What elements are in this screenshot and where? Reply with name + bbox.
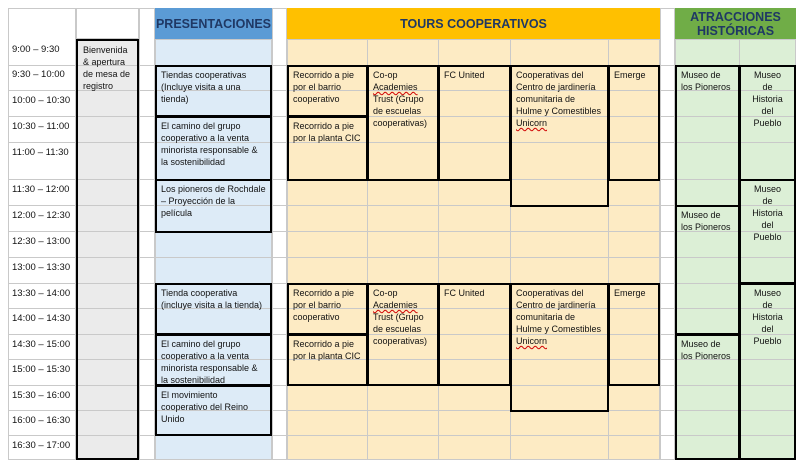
tour-text: FC United <box>444 288 485 298</box>
museo-text: Museo de Historia del Pueblo <box>752 288 783 346</box>
time-label: 10:30 – 11:00 <box>12 121 70 132</box>
tour-text: FC United <box>444 70 485 80</box>
presentacion-text: El movimiento cooperativo del Reino Unido <box>161 390 249 424</box>
time-label: 13:00 – 13:30 <box>12 262 71 273</box>
tour-text: Cooperativas del Centro de jardinería comunitaria de Hulme y Comestibles <box>516 288 602 334</box>
museo-text: Museo de los Pioneros <box>681 70 731 92</box>
time-label: 10:00 – 10:30 <box>12 95 71 106</box>
header-tours: TOURS COOPERATIVOS <box>287 8 660 39</box>
header-atracciones: ATRACCIONES HISTÓRICAS <box>675 8 796 39</box>
museo-text: Museo de los Pioneros <box>681 210 731 232</box>
tour-text: Emerge <box>614 288 646 298</box>
tour-coop-academies-am <box>367 65 439 181</box>
tour-fc-united-am <box>438 65 511 181</box>
tour-text: Unicorn <box>516 336 548 346</box>
time-label: 15:00 – 15:30 <box>12 364 71 375</box>
tour-text: Recorrido a pie por el barrio cooperativo <box>293 70 355 104</box>
tour-text: Cooperativas del Centro de jardinería comunitaria de Hulme y Comestibles <box>516 70 602 116</box>
tour-jardineria-pm <box>510 283 609 412</box>
time-label: 14:30 – 15:00 <box>12 339 71 350</box>
header-presentaciones: PRESENTACIONES <box>155 8 272 39</box>
registro-block <box>76 39 139 460</box>
museo-pioneros-block <box>675 334 740 460</box>
spacer-3 <box>660 8 675 460</box>
presentacion-block <box>155 385 272 436</box>
presentacion-block <box>155 334 272 386</box>
tour-jardineria-am <box>510 65 609 207</box>
presentacion-text: El camino del grupo cooperativo a la venta minorista responsable & la sostenibilidad <box>161 339 258 385</box>
museo-historia-block <box>739 283 796 460</box>
tour-text: Academies <box>373 300 418 310</box>
museo-text: Museo de Historia del Pueblo <box>752 70 783 128</box>
tour-text: Co-op <box>373 70 398 80</box>
header-blank-spacer-1 <box>139 8 155 460</box>
time-label: 16:00 – 16:30 <box>12 415 71 426</box>
museo-historia-block <box>739 179 796 284</box>
time-label: 14:00 – 14:30 <box>12 313 71 324</box>
time-label: 12:00 – 12:30 <box>12 210 71 221</box>
presentacion-text: Tiendas cooperativas (Incluye visita a una tienda) <box>161 70 247 104</box>
museo-pioneros-block <box>675 205 740 335</box>
tour-recorrido-barrio-pm <box>287 283 368 335</box>
time-label: 9:00 – 9:30 <box>12 44 60 55</box>
tour-text: Unicorn <box>516 118 548 128</box>
museo-text: Museo de los Pioneros <box>681 339 731 361</box>
presentacion-block <box>155 65 272 117</box>
time-label: 11:30 – 12:00 <box>12 184 70 195</box>
museo-text: Museo de Historia del Pueblo <box>752 184 783 242</box>
time-label: 13:30 – 14:00 <box>12 288 71 299</box>
presentacion-text: Los pioneros de Rochdale – Proyección de la película <box>161 184 266 218</box>
time-label: 16:30 – 17:00 <box>12 440 71 451</box>
tour-text: Co-op <box>373 288 398 298</box>
tour-emerge-pm <box>608 283 660 386</box>
time-label: 12:30 – 13:00 <box>12 236 71 247</box>
presentacion-block <box>155 179 272 233</box>
tour-coop-academies-pm <box>367 283 439 386</box>
registro-text: Bienvenida & apertura de mesa de registro <box>83 45 131 91</box>
time-label: 11:00 – 11:30 <box>12 147 69 158</box>
tour-text: Recorrido a pie por el barrio cooperativo <box>293 288 355 322</box>
presentacion-text: Tienda cooperativa (incluye visita a la tienda) <box>161 288 263 310</box>
spacer-2 <box>272 8 287 460</box>
museo-pioneros-block <box>675 65 740 207</box>
tour-recorrido-planta-pm <box>287 334 368 386</box>
presentacion-text: El camino del grupo cooperativo a la venta minorista responsable & la sostenibilidad <box>161 121 258 167</box>
tour-fc-united-pm <box>438 283 511 386</box>
tour-text: Trust (Grupo de escuelas cooperativas) <box>373 312 428 346</box>
tour-text: Academies <box>373 82 418 92</box>
time-label: 15:30 – 16:00 <box>12 390 71 401</box>
tour-text: Recorrido a pie por la planta CIC <box>293 339 361 361</box>
header-blank-registro <box>76 8 139 39</box>
presentacion-block <box>155 283 272 335</box>
tour-text: Trust (Grupo de escuelas cooperativas) <box>373 94 428 128</box>
tour-text: Recorrido a pie por la planta CIC <box>293 121 361 143</box>
museo-historia-block <box>739 65 796 181</box>
presentacion-block <box>155 116 272 181</box>
tour-recorrido-planta-am <box>287 116 368 181</box>
tour-recorrido-barrio-am <box>287 65 368 117</box>
tour-text: Emerge <box>614 70 646 80</box>
time-label: 9:30 – 10:00 <box>12 69 65 80</box>
tour-emerge-am <box>608 65 660 181</box>
